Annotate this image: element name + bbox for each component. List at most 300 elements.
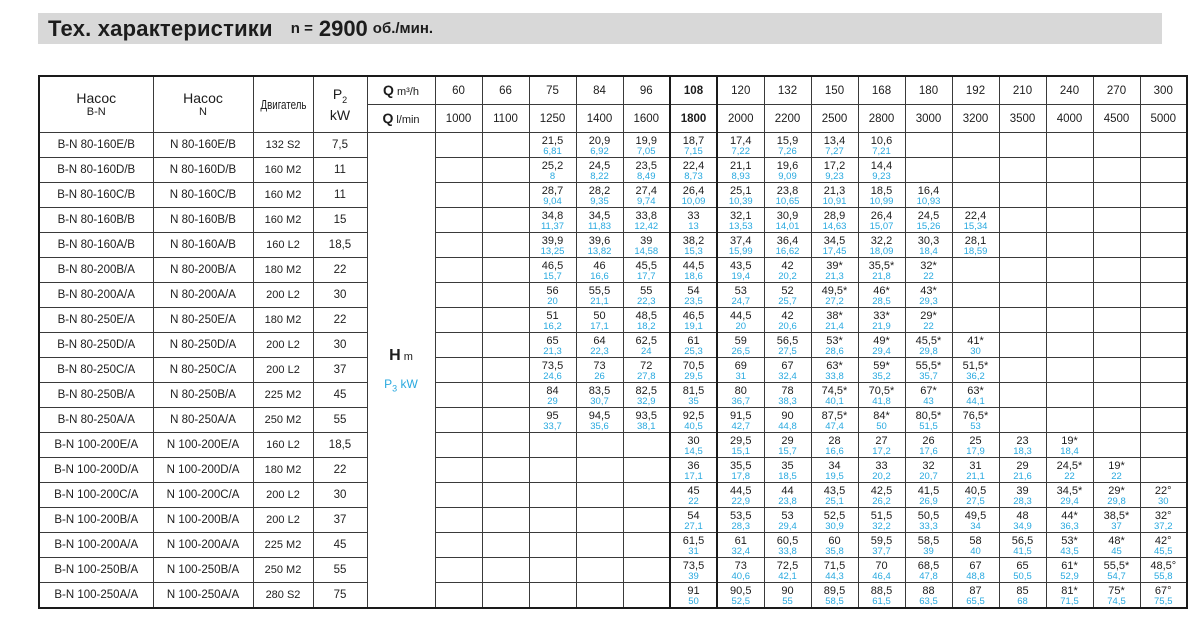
h-value: 67 [969, 559, 982, 572]
hq-cell [717, 208, 764, 233]
h-value: 70,5 [682, 359, 705, 372]
hq-cell [1140, 483, 1187, 508]
hq-cell [482, 408, 529, 433]
hq-cell [623, 583, 670, 609]
h-value: 19* [1061, 434, 1078, 447]
h-value: 85 [1016, 584, 1029, 597]
h-value: 54 [687, 284, 700, 297]
pump-row [39, 583, 1187, 609]
h-value: 43,5 [823, 484, 846, 497]
hq-cell [623, 358, 670, 383]
p3-value: 40,5 [684, 420, 703, 432]
p3-value: 41,5 [1013, 545, 1032, 557]
hq-cell [1140, 508, 1187, 533]
pump-name-bn: B-N 100-200E/A [39, 433, 153, 458]
h-value: 22° [1154, 484, 1172, 497]
h-value: 19,6 [776, 159, 799, 172]
lmin-col-header: 1400 [576, 105, 623, 133]
hq-cell [905, 308, 952, 333]
p3-value: 14,58 [634, 245, 659, 257]
hq-cell [623, 508, 670, 533]
h-value: 61* [1061, 559, 1078, 572]
h-value: 48,5 [635, 309, 657, 322]
p3-value: 7,27 [825, 145, 844, 157]
p3-value: 38,3 [778, 395, 797, 407]
h-value: 13,4 [823, 134, 846, 147]
hq-cell [811, 158, 858, 183]
pump-name-n: N 80-200A/A [153, 283, 253, 308]
h-value: 35 [781, 459, 794, 472]
h-value: 90 [781, 409, 794, 422]
lmin-col-header: 2000 [717, 105, 764, 133]
hq-cell [1046, 433, 1093, 458]
hq-cell [529, 308, 576, 333]
pump-name-n: N 80-200B/A [153, 258, 253, 283]
hq-cell [952, 233, 999, 258]
pump-name-bn: B-N 80-200A/A [39, 283, 153, 308]
h-value: 76,5* [962, 409, 989, 422]
h-value: 34,5* [1056, 484, 1083, 497]
motor-size: 180 M2 [253, 458, 313, 483]
hq-cell [717, 508, 764, 533]
h-value: 28 [828, 434, 841, 447]
hq-cell [999, 533, 1046, 558]
h-value: 58 [969, 534, 982, 547]
p3-value: 17,1 [684, 470, 703, 482]
h-value: 28,1 [964, 234, 987, 247]
hq-cell [717, 283, 764, 308]
p2-rating: 15 [313, 208, 367, 233]
hq-cell [858, 133, 905, 158]
p3-value: 21,6 [1013, 470, 1032, 482]
hq-cell [905, 433, 952, 458]
p3-value: 22,9 [731, 495, 750, 507]
hq-cell [952, 183, 999, 208]
hq-cell [952, 383, 999, 408]
pump-name-n: N 100-200C/A [153, 483, 253, 508]
h-value: 81* [1061, 584, 1078, 597]
motor-size: 160 M2 [253, 183, 313, 208]
p2-rating: 45 [313, 533, 367, 558]
p3-value: 29,4 [1060, 495, 1079, 507]
hq-cell [952, 158, 999, 183]
hq-cell [811, 233, 858, 258]
pump-name-bn: B-N 100-250B/A [39, 558, 153, 583]
p3-value: 7,05 [637, 145, 656, 157]
p3-value: 34 [970, 520, 981, 532]
hq-cell [811, 558, 858, 583]
p3-value: 46,4 [872, 570, 891, 582]
h-value: 82,5 [635, 384, 657, 397]
h-value: 23 [1016, 434, 1029, 447]
title-speed-unit: об./мин. [372, 20, 434, 37]
page-title [38, 13, 1162, 44]
header-q-lmin: Q l/min [367, 105, 435, 133]
p3-value: 21,3 [825, 270, 844, 282]
p3-value: 20,7 [919, 470, 938, 482]
h-value: 31 [969, 459, 982, 472]
pump-name-bn: B-N 80-160B/B [39, 208, 153, 233]
p3-value: 74,5 [1107, 595, 1126, 607]
h-value: 34 [828, 459, 841, 472]
h-value: 27 [875, 434, 888, 447]
p3-value: 42,7 [731, 420, 750, 432]
h-value: 26 [922, 434, 935, 447]
hq-cell [529, 283, 576, 308]
hq-cell [576, 133, 623, 158]
hq-cell [764, 408, 811, 433]
header-motor: Двигатель [253, 76, 313, 133]
hq-cell [1093, 408, 1140, 433]
h-value: 40,5 [964, 484, 987, 497]
pump-row [39, 258, 1187, 283]
hq-cell [1140, 208, 1187, 233]
h-value: 87,5* [821, 409, 848, 422]
p3-value: 28,6 [825, 345, 844, 357]
p3-axis-label: $P_3$ kW [384, 376, 418, 394]
hq-cell [435, 308, 482, 333]
h-value: 80 [734, 384, 747, 397]
hq-cell [1046, 283, 1093, 308]
pump-name-n: N 100-250B/A [153, 558, 253, 583]
hq-cell [764, 258, 811, 283]
h-value: 26,4 [682, 184, 705, 197]
hq-cell [1046, 308, 1093, 333]
hq-cell [999, 408, 1046, 433]
h-value: 32 [922, 459, 935, 472]
h-value: 61,5 [682, 534, 705, 547]
p3-value: 21,1 [966, 470, 985, 482]
hq-cell [1046, 208, 1093, 233]
h-value: 84* [873, 409, 890, 422]
hq-cell [717, 483, 764, 508]
p2-rating: 22 [313, 458, 367, 483]
p3-value: 36,7 [731, 395, 750, 407]
hq-cell [623, 483, 670, 508]
hq-cell [482, 333, 529, 358]
p3-value: 33,7 [543, 420, 562, 432]
flow-col-header: 150 [811, 76, 858, 105]
h-value: 42 [781, 259, 794, 272]
p3-value: 17,6 [919, 445, 938, 457]
h-value: 46,5 [541, 259, 564, 272]
hq-cell [670, 208, 717, 233]
p2-rating: 75 [313, 583, 367, 609]
hq-cell [576, 208, 623, 233]
hq-cell [858, 583, 905, 609]
p3-value: 24,7 [731, 295, 750, 307]
lmin-col-header: 3500 [999, 105, 1046, 133]
h-value: 29,5 [730, 434, 752, 447]
h-value: 35,5 [730, 459, 752, 472]
h-value: 27,4 [635, 184, 657, 197]
hq-cell [764, 558, 811, 583]
p3-value: 10,93 [916, 195, 941, 207]
p3-value: 61,5 [872, 595, 891, 607]
h-value: 32* [920, 259, 937, 272]
h-value: 59 [734, 334, 747, 347]
hq-cell [858, 308, 905, 333]
p3-value: 22 [688, 495, 699, 507]
hq-cell [482, 183, 529, 208]
motor-size: 250 M2 [253, 408, 313, 433]
h-value: 19* [1108, 459, 1125, 472]
p3-value: 55 [782, 595, 793, 607]
h-value: 21,1 [730, 159, 752, 172]
h-value: 39 [640, 234, 653, 247]
h-value: 39 [1016, 484, 1029, 497]
h-value: 49,5 [964, 509, 987, 522]
p3-value: 21,9 [872, 320, 891, 332]
lmin-col-header: 1800 [670, 105, 717, 133]
p3-value: 29,5 [684, 370, 703, 382]
p3-value: 7,15 [684, 145, 703, 157]
pump-row [39, 233, 1187, 258]
h-value: 25,2 [541, 159, 564, 172]
h-value: 17,4 [730, 134, 752, 147]
hq-cell [1093, 358, 1140, 383]
hq-cell [529, 408, 576, 433]
pump-name-bn: B-N 80-250C/A [39, 358, 153, 383]
hq-cell [999, 158, 1046, 183]
p3-value: 21,3 [543, 345, 562, 357]
lmin-col-header: 4000 [1046, 105, 1093, 133]
hq-cell [435, 283, 482, 308]
hq-cell [717, 383, 764, 408]
h-value: 88,5 [870, 584, 893, 597]
hq-cell [482, 533, 529, 558]
h-value: 38,5* [1103, 509, 1130, 522]
p3-value: 9,35 [590, 195, 609, 207]
hq-cell [623, 283, 670, 308]
hq-cell [670, 358, 717, 383]
h-value: 58,5 [917, 534, 940, 547]
pump-name-bn: B-N 80-160E/B [39, 133, 153, 158]
hq-cell [905, 258, 952, 283]
h-value: 48 [1016, 509, 1029, 522]
hq-cell [999, 358, 1046, 383]
hq-cell [1093, 508, 1140, 533]
p3-value: 35,2 [872, 370, 891, 382]
hq-cell [764, 383, 811, 408]
hq-cell [435, 533, 482, 558]
hq-cell [858, 408, 905, 433]
hq-cell [858, 283, 905, 308]
hq-cell [1046, 533, 1093, 558]
lmin-col-header: 1100 [482, 105, 529, 133]
hq-cell [435, 233, 482, 258]
h-value: 50,5 [917, 509, 940, 522]
h-value: 67° [1154, 584, 1172, 597]
hq-cell [482, 308, 529, 333]
h-value: 42° [1154, 534, 1172, 547]
h-value: 30,3 [917, 234, 940, 247]
hq-cell [623, 233, 670, 258]
p3-value: 39 [688, 570, 699, 582]
p2-rating: 22 [313, 258, 367, 283]
p3-value: 18,5 [778, 470, 797, 482]
p2-rating: 18,5 [313, 233, 367, 258]
hq-cell [623, 408, 670, 433]
h-value: 52 [781, 284, 794, 297]
pump-name-bn: B-N 100-200C/A [39, 483, 153, 508]
hq-cell [764, 583, 811, 609]
h-value: 51,5* [962, 359, 989, 372]
p3-value: 13,25 [540, 245, 565, 257]
p3-value: 17,2 [872, 445, 891, 457]
hq-cell [529, 533, 576, 558]
hq-cell [1093, 583, 1140, 609]
p3-value: 17,1 [590, 320, 609, 332]
hq-cell [952, 333, 999, 358]
hq-cell [1140, 183, 1187, 208]
hq-cell [858, 233, 905, 258]
hq-cell [1140, 283, 1187, 308]
p3-value: 42,1 [778, 570, 797, 582]
p3-value: 50 [876, 420, 887, 432]
hq-cell [1093, 158, 1140, 183]
h-value: 15,9 [776, 134, 799, 147]
h-value: 83,5 [588, 384, 611, 397]
h-value: 25 [969, 434, 982, 447]
hq-cell [670, 283, 717, 308]
hq-cell [623, 133, 670, 158]
hq-cell [764, 283, 811, 308]
p3-value: 35,7 [919, 370, 938, 382]
h-value: 35,5* [868, 259, 895, 272]
h-value: 29 [1016, 459, 1029, 472]
pump-name-n: N 80-250D/A [153, 333, 253, 358]
p3-value: 18,4 [1060, 445, 1079, 457]
hq-cell [529, 133, 576, 158]
hq-cell [1046, 358, 1093, 383]
hq-cell [482, 208, 529, 233]
h-value: 22,4 [964, 209, 987, 222]
hq-cell [905, 158, 952, 183]
hq-cell [811, 133, 858, 158]
hq-cell [1046, 458, 1093, 483]
header-p2: $P_2$ kW [313, 76, 367, 133]
pump-name-bn: B-N 80-250A/A [39, 408, 153, 433]
hq-cell [435, 258, 482, 283]
title-speed-value: 2900 [318, 15, 368, 41]
hq-cell [576, 458, 623, 483]
h-value: 29* [1108, 484, 1125, 497]
p3-value: 29,3 [919, 295, 938, 307]
hq-cell [858, 208, 905, 233]
p3-value: 18,6 [684, 270, 703, 282]
hq-cell [764, 483, 811, 508]
flow-col-header: 108 [670, 76, 717, 105]
hq-cell [905, 408, 952, 433]
pump-row [39, 483, 1187, 508]
hq-cell [764, 308, 811, 333]
p3-value: 48,8 [966, 570, 985, 582]
hq-cell [905, 233, 952, 258]
p3-value: 30 [1157, 495, 1169, 507]
lmin-col-header: 2200 [764, 105, 811, 133]
hq-cell [764, 508, 811, 533]
hq-cell [952, 358, 999, 383]
p3-value: 22 [1064, 470, 1075, 482]
hq-cell [952, 508, 999, 533]
hq-cell [1046, 233, 1093, 258]
hq-cell [435, 558, 482, 583]
p3-value: 40 [970, 545, 981, 557]
hq-cell [576, 233, 623, 258]
p2-rating: 22 [313, 308, 367, 333]
header-q-flow: Q m³/h [367, 76, 435, 105]
hq-cell [670, 533, 717, 558]
p3-value: 14,63 [822, 220, 847, 232]
h-value: 10,6 [870, 134, 893, 147]
hq-cell [576, 558, 623, 583]
hq-cell [529, 458, 576, 483]
p3-value: 63,5 [919, 595, 938, 607]
p3-value: 26,9 [919, 495, 938, 507]
hq-cell [717, 183, 764, 208]
flow-col-header: 60 [435, 76, 482, 105]
pump-name-n: N 80-250E/A [153, 308, 253, 333]
hq-cell [717, 133, 764, 158]
hq-cell [529, 483, 576, 508]
p3-value: 10,91 [822, 195, 847, 207]
pump-name-bn: B-N 80-160A/B [39, 233, 153, 258]
pump-name-n: N 80-160B/B [153, 208, 253, 233]
p3-value: 18,2 [637, 320, 656, 332]
p3-value: 16,6 [590, 270, 609, 282]
h-value: 46 [593, 259, 606, 272]
h-value: 54 [687, 509, 700, 522]
p3-value: 44,3 [825, 570, 844, 582]
hq-cell [1140, 333, 1187, 358]
h-value: 91 [687, 584, 700, 597]
p3-value: 26,5 [731, 345, 750, 357]
hp-axis-labels [367, 133, 435, 609]
hq-cell [717, 333, 764, 358]
lmin-col-header: 1250 [529, 105, 576, 133]
hq-cell [576, 183, 623, 208]
h-value: 73,5 [541, 359, 564, 372]
h-value: 28,7 [541, 184, 564, 197]
p3-value: 25,7 [778, 295, 797, 307]
p3-value: 28,5 [872, 295, 891, 307]
p2-rating: 11 [313, 183, 367, 208]
h-value: 28,9 [823, 209, 846, 222]
h-value: 70 [875, 559, 888, 572]
hq-cell [435, 133, 482, 158]
h-value: 44 [781, 484, 794, 497]
hq-cell [1093, 383, 1140, 408]
p3-value: 8,73 [684, 170, 703, 182]
pump-spec-table [38, 75, 1188, 609]
hq-cell [858, 333, 905, 358]
hq-cell [717, 433, 764, 458]
hq-cell [952, 258, 999, 283]
h-value: 37,4 [730, 234, 752, 247]
hq-cell [1140, 533, 1187, 558]
p3-value: 29 [547, 395, 558, 407]
h-value: 33 [687, 209, 700, 222]
hq-cell [435, 183, 482, 208]
h-value: 22,4 [682, 159, 705, 172]
hq-cell [1140, 558, 1187, 583]
hq-cell [482, 133, 529, 158]
hq-cell [623, 208, 670, 233]
hq-cell [623, 308, 670, 333]
h-value: 52,5 [823, 509, 846, 522]
pump-name-bn: B-N 80-250E/A [39, 308, 153, 333]
